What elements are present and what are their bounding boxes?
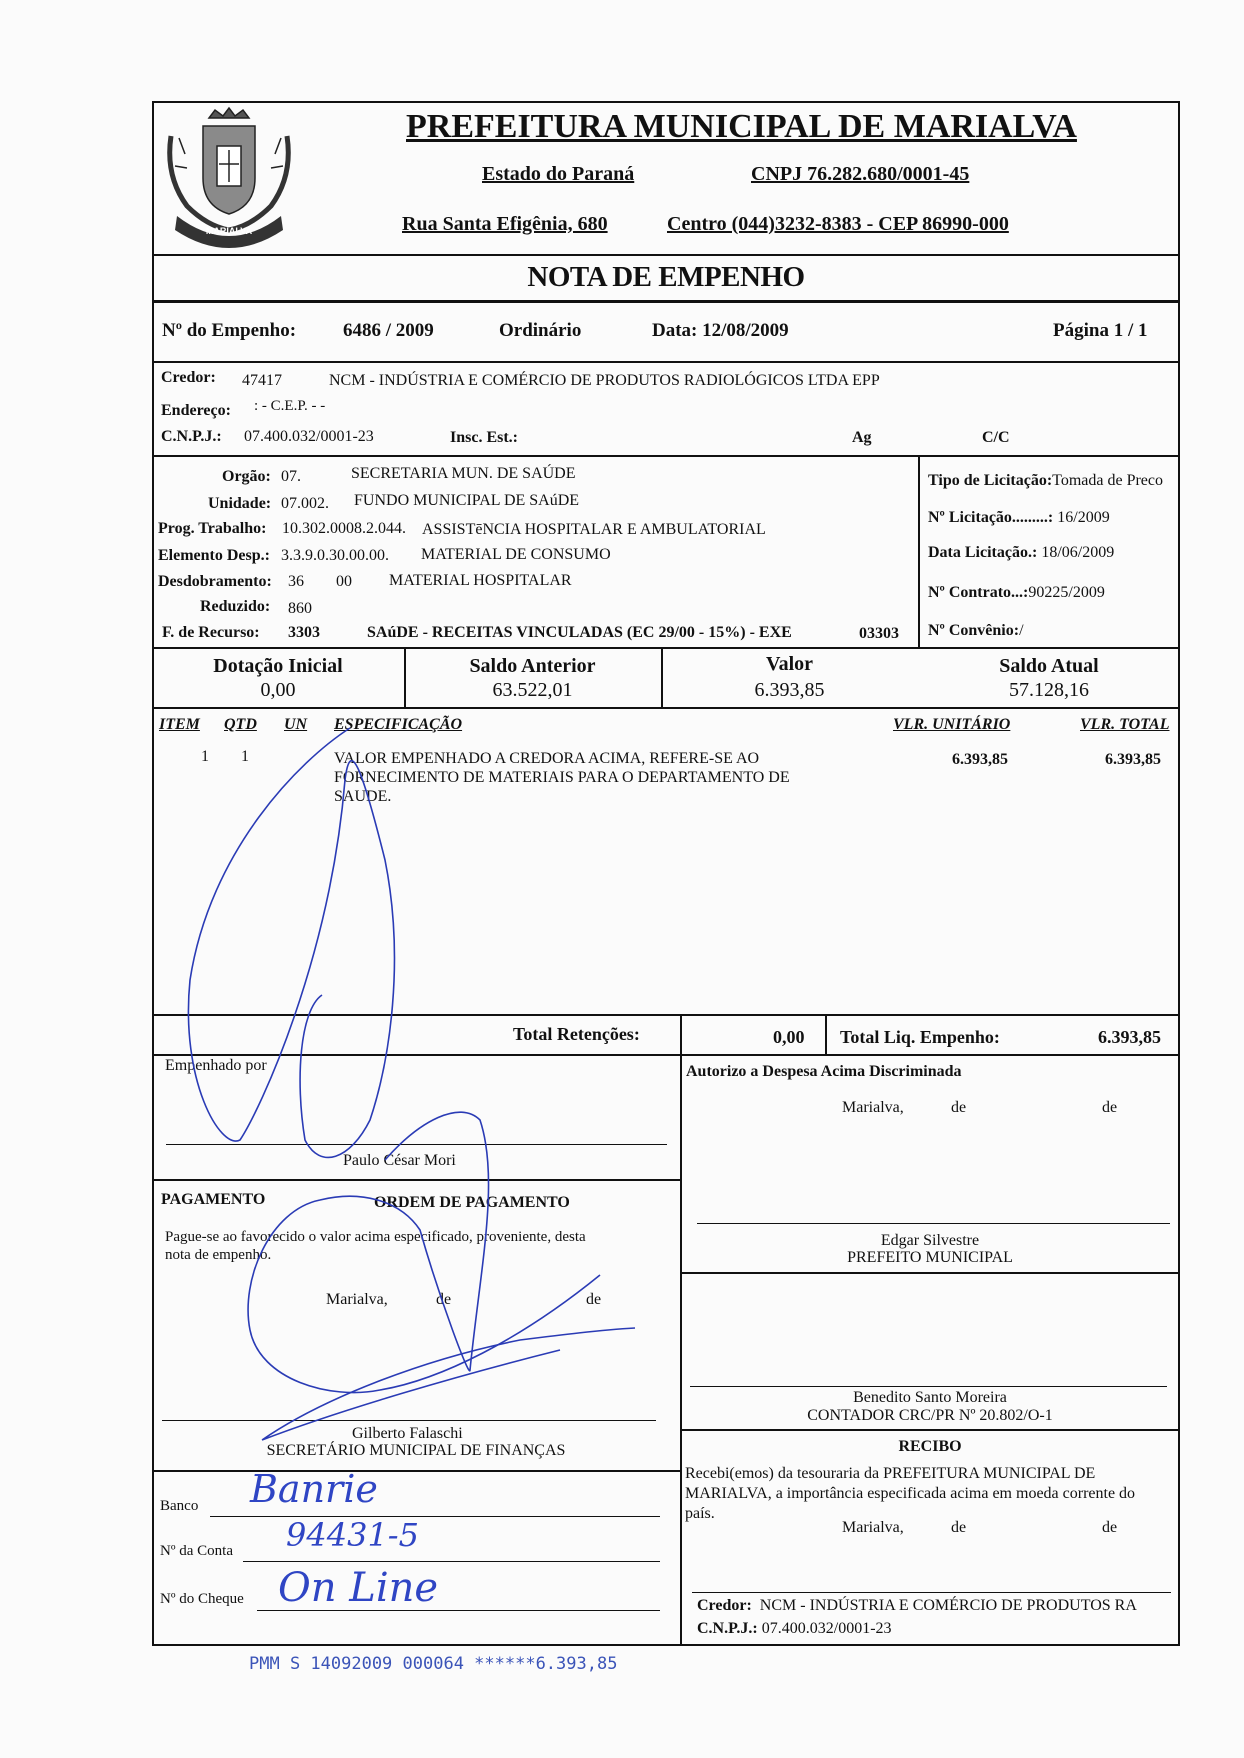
cheque-value: On Line — [278, 1565, 439, 1611]
divider — [152, 1054, 1180, 1056]
document-title: NOTA DE EMPENHO — [527, 261, 805, 293]
autorizo-de2: de — [1102, 1099, 1118, 1116]
conta-label: Nº da Conta — [160, 1543, 233, 1559]
total-liq-label: Total Liq. Empenho: — [840, 1027, 1000, 1047]
cashier-stamp: PMM S 14092009 000064 ******6.393,85 — [249, 1654, 618, 1674]
elemento-name: MATERIAL DE CONSUMO — [421, 546, 611, 563]
signature-line — [690, 1386, 1167, 1387]
divider — [152, 361, 1180, 363]
reduzido-label: Reduzido: — [200, 598, 271, 615]
street-address: Rua Santa Efigênia, 680 — [402, 213, 608, 235]
pagamento-de2: de — [586, 1291, 602, 1308]
col-qtd: QTD — [224, 716, 257, 733]
tipo-licitacao: Tipo de Licitação:Tomada de Preco — [928, 472, 1163, 489]
row-vlr-total: 6.393,85 — [1105, 751, 1161, 768]
secretario-role: SECRETÁRIO MUNICIPAL DE FINANÇAS — [266, 1442, 566, 1459]
divider — [680, 1429, 1180, 1431]
orgao-label: Orgão: — [222, 468, 271, 485]
recibo-cnpj: C.N.P.J.: 07.400.032/0001-23 — [697, 1620, 892, 1637]
divider — [680, 1014, 682, 1054]
signature-line — [162, 1420, 656, 1421]
recibo-text1: Recebi(emos) da tesouraria da PREFEITURA MUNICIPAL DE — [685, 1465, 1096, 1482]
divider — [152, 647, 1180, 649]
banco-line — [210, 1516, 660, 1517]
secretario-name: Gilberto Falaschi — [352, 1425, 463, 1442]
pagamento-label: PAGAMENTO — [161, 1191, 266, 1208]
prog-code: 10.302.0008.2.044. — [282, 520, 406, 537]
autorizo-de1: de — [951, 1099, 967, 1116]
recibo-de2: de — [1102, 1519, 1118, 1536]
row-spec-line1: VALOR EMPENHADO A CREDORA ACIMA, REFERE-SE AO — [334, 750, 760, 767]
endereco-value: : - C.E.P. - - — [254, 398, 326, 414]
divider — [918, 455, 920, 647]
col-vlr-total: VLR. TOTAL — [1080, 716, 1170, 733]
valor-label: Valor — [765, 653, 814, 675]
reduzido-code: 860 — [288, 600, 312, 617]
crest-banner-text: MARIALVA — [205, 226, 253, 236]
divider — [152, 707, 1180, 709]
elemento-label: Elemento Desp.: — [158, 547, 270, 564]
signature-line — [166, 1144, 667, 1145]
empenhado-name: Paulo César Mori — [343, 1152, 456, 1169]
prog-label: Prog. Trabalho: — [158, 520, 267, 537]
empenho-type: Ordinário — [499, 320, 582, 341]
ag-label: Ag — [852, 429, 872, 446]
fonte-label: F. de Recurso: — [162, 624, 260, 641]
saldo-anterior-label: Saldo Anterior — [469, 655, 596, 677]
insc-label: Insc. Est.: — [450, 429, 519, 446]
row-item: 1 — [201, 748, 209, 765]
numero-convenio: Nº Convênio:/ — [928, 622, 1024, 639]
divider — [152, 1470, 680, 1472]
divider — [152, 1014, 1180, 1016]
recibo-text3: país. — [685, 1505, 715, 1522]
divider — [152, 254, 1180, 256]
unidade-name: FUNDO MUNICIPAL DE SAúDE — [354, 492, 580, 509]
divider — [152, 300, 1180, 303]
cnpj-header: CNPJ 76.282.680/0001-45 — [751, 163, 970, 185]
col-item: ITEM — [159, 716, 200, 733]
page-number: Página 1 / 1 — [1053, 320, 1148, 341]
conta-value: 94431-5 — [286, 1516, 419, 1554]
orgao-name: SECRETARIA MUN. DE SAÚDE — [351, 465, 576, 482]
divider — [152, 1179, 680, 1181]
unidade-code: 07.002. — [281, 495, 329, 512]
signature-line — [697, 1223, 1170, 1224]
total-retencoes-value: 0,00 — [773, 1027, 805, 1047]
banco-label: Banco — [160, 1498, 199, 1514]
cnpj-value: 07.400.032/0001-23 — [244, 428, 374, 445]
credor-label: Credor: — [161, 369, 216, 386]
col-un: UN — [284, 716, 308, 733]
ordem-pagamento-label: ORDEM DE PAGAMENTO — [374, 1194, 570, 1211]
empenhado-label: Empenhado por — [165, 1057, 267, 1074]
autorizo-city: Marialva, — [842, 1099, 904, 1116]
pagamento-de1: de — [436, 1291, 452, 1308]
row-qtd: 1 — [241, 748, 249, 765]
empenho-label: Nº do Empenho: — [162, 320, 297, 341]
orgao-code: 07. — [281, 468, 301, 485]
banco-value: Banrie — [250, 1467, 378, 1511]
pagamento-city: Marialva, — [326, 1291, 388, 1308]
row-spec-line3: SAUDE. — [334, 788, 392, 805]
prog-name: ASSISTēNCIA HOSPITALAR E AMBULATORIAL — [422, 521, 766, 538]
fonte-code: 3303 — [288, 624, 320, 641]
autorizo-title: Autorizo a Despesa Acima Discriminada — [686, 1063, 962, 1080]
recibo-city: Marialva, — [842, 1519, 904, 1536]
contador-role: CONTADOR CRC/PR Nº 20.802/O-1 — [807, 1407, 1053, 1424]
desdobramento-name: MATERIAL HOSPITALAR — [389, 572, 572, 589]
saldo-anterior-value: 63.522,01 — [492, 679, 573, 701]
empenho-number: 6486 / 2009 — [343, 320, 434, 341]
credor-code: 47417 — [242, 372, 282, 389]
elemento-code: 3.3.9.0.30.00.00. — [281, 547, 389, 564]
empenho-date: Data: 12/08/2009 — [652, 320, 789, 341]
dotacao-value: 0,00 — [260, 679, 296, 701]
recibo-de1: de — [951, 1519, 967, 1536]
cc-label: C/C — [982, 429, 1010, 446]
unidade-label: Unidade: — [208, 495, 272, 512]
recibo-credor: Credor: NCM - INDÚSTRIA E COMÉRCIO DE PRODUTOS RA — [697, 1597, 1137, 1614]
signature-line — [692, 1592, 1171, 1593]
dotacao-label: Dotação Inicial — [213, 655, 343, 677]
recibo-title: RECIBO — [898, 1438, 962, 1455]
endereco-label: Endereço: — [161, 402, 231, 419]
numero-contrato: Nº Contrato...:90225/2009 — [928, 584, 1105, 601]
numero-licitacao: Nº Licitação.........: 16/2009 — [928, 509, 1110, 526]
total-liq-value: 6.393,85 — [1098, 1027, 1161, 1047]
divider — [680, 1054, 682, 1646]
contador-name: Benedito Santo Moreira — [853, 1389, 1007, 1406]
col-especificacao: ESPECIFICAÇÃO — [334, 716, 463, 733]
saldo-atual-label: Saldo Atual — [999, 655, 1099, 677]
valor-value: 6.393,85 — [754, 679, 825, 701]
desdobramento-code: 36 — [288, 573, 304, 590]
data-licitacao: Data Licitação.: 18/06/2009 — [928, 544, 1115, 561]
prefeito-role: PREFEITO MUNICIPAL — [847, 1249, 1013, 1266]
address-rest: Centro (044)3232-8383 - CEP 86990-000 — [667, 213, 1009, 235]
municipal-crest-icon — [157, 106, 302, 256]
divider — [825, 1014, 827, 1054]
credor-name: NCM - INDÚSTRIA E COMÉRCIO DE PRODUTOS RADIOLÓGICOS LTDA EPP — [329, 372, 880, 389]
pagamento-text2: nota de empenho. — [165, 1247, 272, 1263]
pagamento-text1: Pague-se ao favorecido o valor acima especificado, proveniente, desta — [165, 1229, 586, 1245]
divider — [680, 1272, 1180, 1274]
fonte-name: SAúDE - RECEITAS VINCULADAS (EC 29/00 - 15%) - EXE — [367, 624, 792, 641]
conta-line — [243, 1561, 660, 1562]
divider — [152, 455, 1180, 457]
saldo-atual-value: 57.128,16 — [1009, 679, 1089, 701]
recibo-text2: MARIALVA, a importância especificada acima em moeda corrente do — [685, 1485, 1136, 1502]
fonte-code2: 03303 — [859, 625, 899, 642]
row-spec-line2: FORNECIMENTO DE MATERIAIS PARA O DEPARTAMENTO DE — [334, 769, 790, 786]
row-vlr-unitario: 6.393,85 — [952, 751, 1008, 768]
cnpj-label: C.N.P.J.: — [161, 428, 222, 445]
col-vlr-unitario: VLR. UNITÁRIO — [893, 716, 1011, 733]
desdobramento-label: Desdobramento: — [158, 573, 272, 590]
prefeito-name: Edgar Silvestre — [880, 1232, 980, 1249]
municipality-title: PREFEITURA MUNICIPAL DE MARIALVA — [406, 108, 1077, 145]
desdobramento-sub: 00 — [336, 573, 352, 590]
cheque-label: Nº do Cheque — [160, 1591, 244, 1607]
total-retencoes-label: Total Retenções: — [513, 1024, 640, 1044]
state-name: Estado do Paraná — [482, 163, 635, 185]
